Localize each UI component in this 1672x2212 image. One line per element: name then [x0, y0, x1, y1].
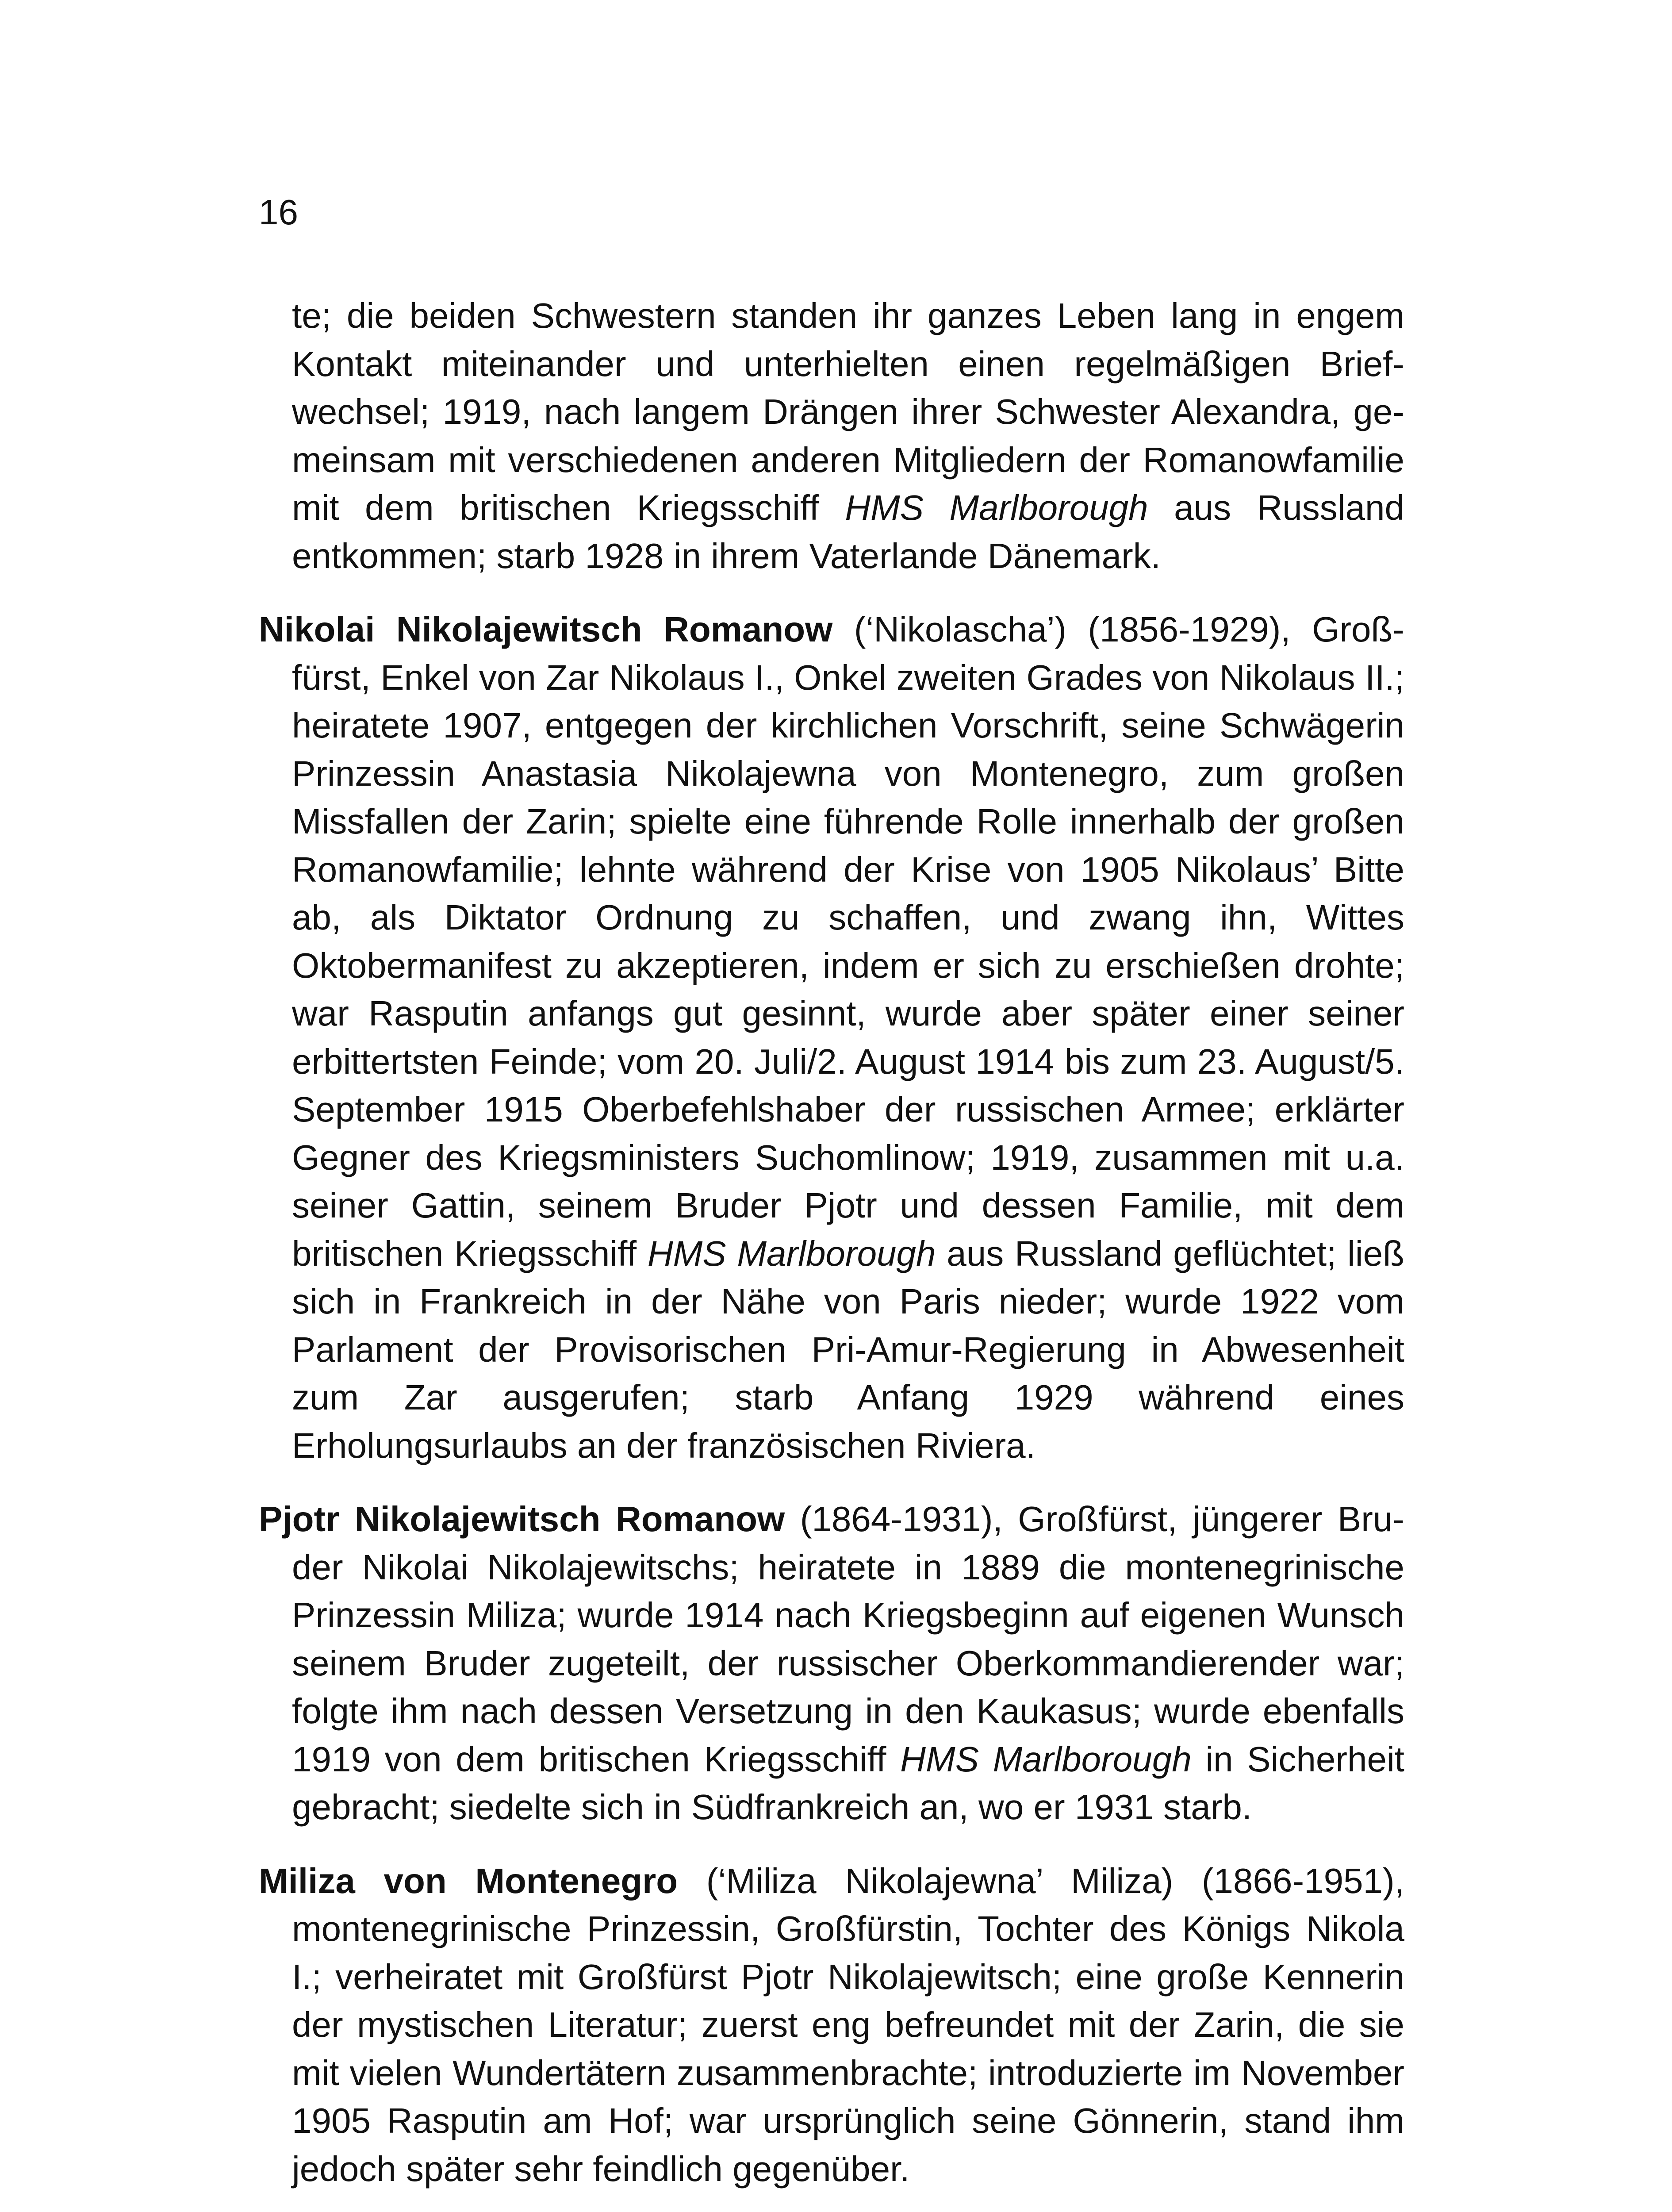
ship-name: HMS Marlborough — [845, 488, 1148, 527]
entry-nikolai-nikolajewitsch — [259, 606, 1404, 1470]
ship-name: HMS Marlborough — [647, 1233, 936, 1273]
entry-text: aus Russland entkommen; starb 1928 in ihrem Vaterlande Dänemark. — [292, 488, 1404, 576]
ship-name: HMS Marlborough — [900, 1739, 1192, 1779]
page-number: 16 — [259, 192, 298, 232]
entry-name: Pjotr Nikolajewitsch Romanow — [259, 1499, 785, 1539]
entry-name: Miliza von Montenegro — [259, 1861, 678, 1901]
entry-text: (‘Nikolascha’) (1856-1929), Großfürst, Enkel von Zar Nikolaus I., Onkel zweiten Grades von Nikolaus II.; heiratete 1907, entgegen der kirchlichen Vorschrift, seine Schwägerin Prinzessin Anastasia Nikolajewna von Montenegro, zum großen Missfallen der Zarin; spielte eine führende Rolle innerhalb der großen Romanowfamilie; lehnte während der Krise von 1905 Nikolaus’ Bitte ab, als Diktator Ordnung zu schaffen, und zwang ihn, Wittes Oktobermanifest zu akzeptieren, indem er sich zu erschießen drohte; war Rasputin anfangs gut gesinnt, wurde aber später einer seiner erbittertsten Feinde; vom 20. Juli/2. August 1914 bis zum 23. August/5. September 1915 Oberbefehlshaber der russischen Armee; erklärter Gegner des Kriegsministers Suchomlinow; 1919, zusammen mit u.a. seiner Gattin, seinem Bruder Pjotr und dessen Familie, mit dem britischen Kriegsschiff — [292, 610, 1405, 1273]
entry-text: (1864-1931), Großfürst, jüngerer Bruder Nikolai Nikolajewitschs; heiratete in 1889 die montenegrinische Prinzessin Miliza; wurde 1914 nach Kriegsbeginn auf eigenen Wunsch seinem Bruder zugeteilt, der russischer Oberkommandierender war; folgte ihm nach dessen Versetzung in den Kaukasus; wurde ebenfalls 1919 von dem britischen Kriegsschiff — [292, 1499, 1404, 1779]
entry-text: aus Russland geflüchtet; ließ sich in Frankreich in der Nähe von Paris nieder; wurde 1922 vom Parlament der Provisorischen Pri-Amur-Regierung in Abwesenheit zum Zar ausgerufen; starb Anfang 1929 während eines Erholungsurlaubs an der französischen Riviera. — [292, 1233, 1405, 1465]
entry-continuation — [259, 292, 1404, 580]
entry-name: Nikolai Nikolajewitsch Romanow — [259, 610, 833, 649]
entry-text: te; die beiden Schwestern standen ihr ganzes Leben lang in engem Kontakt miteinander und unterhielten einen regelmäßigen Briefwechsel; 1919, nach langem Drängen ihrer Schwester Alexandra, gemeinsam mit verschiedenen anderen Mitgliedern der Romanowfamilie mit dem britischen Kriegsschiff — [292, 296, 1404, 527]
glossary-text — [259, 292, 1404, 2212]
entry-pjotr-nikolajewitsch — [259, 1495, 1404, 1832]
entry-text: (‘Miliza Nikolajewna’ Miliza) (1866-1951), montenegrinische Prinzessin, Großfürstin, Tochter des Königs Nikola I.; verheiratet mit Großfürst Pjotr Nikolajewitsch; eine große Kennerin der mystischen Literatur; zuerst eng befreundet mit der Zarin, die sie mit vielen Wundertätern zusammenbrachte; introduzierte im November 1905 Rasputin am Hof; war ursprünglich seine Gönnerin, stand ihm jedoch später sehr feindlich gegenüber. — [292, 1861, 1404, 2189]
entry-text: in Sicherheit gebracht; siedelte sich in Südfrankreich an, wo er 1931 starb. — [292, 1739, 1405, 1827]
entry-miliza-von-montenegro — [259, 1857, 1404, 2193]
